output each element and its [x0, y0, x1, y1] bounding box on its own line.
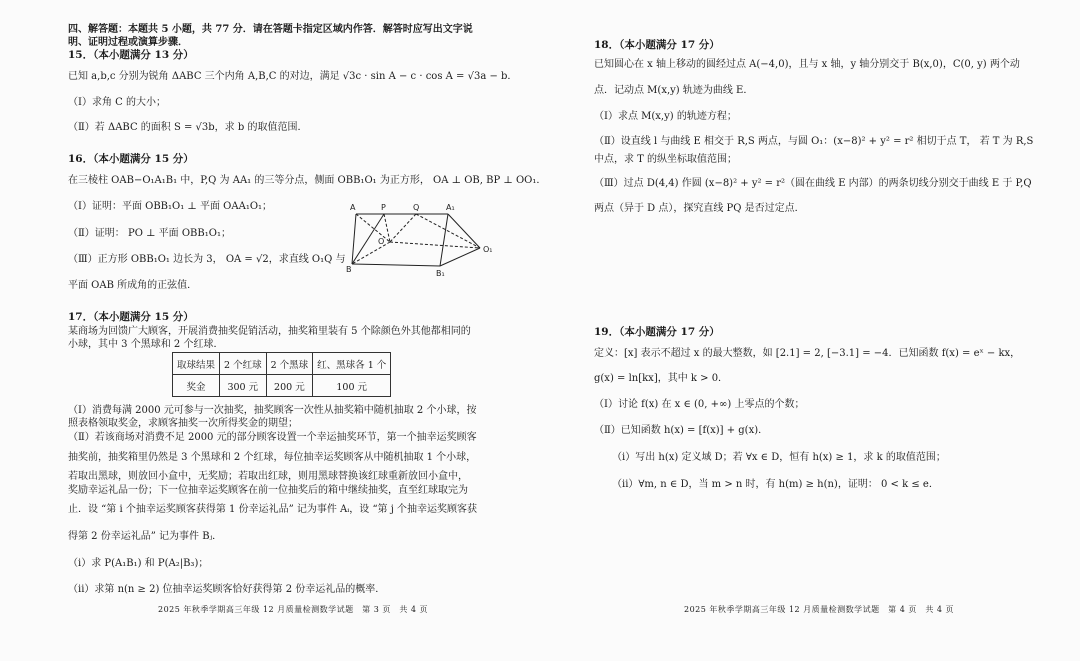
- fig-label-A1: A₁: [446, 203, 455, 212]
- q17-line-6: 抽奖前，抽奖箱里仍然是 3 个黑球和 2 个红球，每位抽幸运奖顾客从中随机抽取 1 个小球，: [68, 452, 477, 463]
- table-cell: 奖金: [173, 375, 220, 397]
- q16-stem: 在三棱柱 OAB−O₁A₁B₁ 中，P,Q 为 AA₁ 的三等分点，侧面 OBB₁O₁ 为正方形， OA ⊥ OB, BP ⊥ OO₁．: [68, 175, 547, 186]
- q19-sub-1: （i）写出 h(x) 定义域 D；若 ∀x ∈ D，恒有 h(x) ≥ 1，求 k 的取值范围；: [612, 452, 946, 463]
- q17-line-10: 得第 2 份幸运礼品” 记为事件 Bⱼ．: [68, 531, 223, 542]
- q17-line-4: 照表格领取奖金，求顾客抽奖一次所得奖金的期望；: [68, 418, 298, 429]
- q19-title: 19．（本小题满分 17 分）: [594, 326, 720, 338]
- table-row: [173, 375, 391, 397]
- prism-figure: [346, 200, 511, 278]
- q17-line-2: 小球，其中 3 个黑球和 2 个红球．: [68, 339, 224, 350]
- fig-label-P: P: [381, 203, 386, 212]
- fig-label-B: B: [346, 265, 352, 274]
- q18-part-2-line-2: 中点，求 T 的纵坐标取值范围；: [594, 154, 738, 165]
- table-cell: 200 元: [266, 375, 313, 397]
- q17-line-9: 止．设 “第 i 个抽幸运奖顾客获得第 1 份幸运礼品” 记为事件 Aᵢ，设 “第 j 个抽幸运奖顾客获: [68, 504, 478, 515]
- q17-sub-2: （ii）求第 n(n ≥ 2) 位抽幸运奖顾客恰好获得第 2 份幸运礼品的概率．: [68, 584, 386, 595]
- prize-table: [172, 352, 391, 397]
- section-heading-line-1: 四、解答题：本题共 5 小题，共 77 分．请在答题卡指定区域内作答．解答时应写出文字说: [68, 24, 473, 35]
- q18-part-1: （Ⅰ）求点 M(x,y) 的轨迹方程；: [594, 111, 737, 122]
- table-row: [173, 353, 391, 375]
- q15-part-2: （Ⅱ）若 ΔABC 的面积 S = √3b，求 b 的取值范围．: [68, 122, 308, 133]
- fig-label-A: A: [350, 203, 356, 212]
- fig-label-O: O: [378, 237, 385, 246]
- q16-title: 16．（本小题满分 15 分）: [68, 153, 194, 165]
- q17-line-3: （Ⅰ）消费每满 2000 元可参与一次抽奖，抽奖顾客一次性从抽奖箱中随机抽取 2 个小球，按: [68, 405, 477, 416]
- table-cell: 红、黑球各 1 个: [313, 353, 391, 375]
- q16-part-1: （Ⅰ）证明：平面 OBB₁O₁ ⊥ 平面 OAA₁O₁；: [68, 201, 273, 212]
- q18-part-3-line-1: （Ⅲ）过点 D(4,4) 作圆 (x−8)² + y² = r²（圆在曲线 E 内部）的两条切线分别交于曲线 E 于 P,Q: [594, 178, 1032, 189]
- q17-line-1: 某商场为回馈广大顾客，开展消费抽奖促销活动，抽奖箱里装有 5 个除颜色外其他都相同的: [68, 326, 471, 337]
- q18-line-1: 已知圆心在 x 轴上移动的圆经过点 A(−4,0)，且与 x 轴，y 轴分别交于 B(x,0)，C(0, y) 两个动: [594, 59, 1020, 70]
- q15-title: 15．（本小题满分 13 分）: [68, 49, 194, 61]
- q17-title: 17．（本小题满分 15 分）: [68, 311, 194, 323]
- fig-label-B1: B₁: [436, 269, 445, 278]
- fig-label-Q: Q: [413, 203, 420, 212]
- footer-page-4: 2025 年秋季学期高三年级 12 月质量检测数学试题 第 4 页 共 4 页: [684, 605, 955, 614]
- fig-label-O1: O₁: [483, 245, 493, 254]
- q18-part-2-line-1: （Ⅱ）设直线 l 与曲线 E 相交于 R,S 两点，与圆 O₁：(x−8)² + y² = r² 相切于点 T， 若 T 为 R,S: [594, 136, 1034, 147]
- footer-page-3: 2025 年秋季学期高三年级 12 月质量检测数学试题 第 3 页 共 4 页: [158, 605, 429, 614]
- q17-sub-1: （i）求 P(A₁B₁) 和 P(A₂|B₃)；: [68, 558, 209, 569]
- q15-stem: 已知 a,b,c 分别为锐角 ΔABC 三个内角 A,B,C 的对边，满足 √3c · sin A − c · cos A = √3a − b．: [68, 71, 518, 82]
- q19-line-2: g(x) = ln[kx]，其中 k > 0．: [594, 373, 729, 384]
- q16-part-3-line-2: 平面 OAB 所成角的正弦值．: [68, 280, 198, 291]
- q18-line-2: 点．记动点 M(x,y) 轨迹为曲线 E．: [594, 85, 754, 96]
- q19-line-1: 定义：[x] 表示不超过 x 的最大整数，如 [2.1] = 2, [−3.1] = −4．已知函数 f(x) = eˣ − kx，: [594, 348, 1021, 359]
- q16-part-2: （Ⅱ）证明： PO ⊥ 平面 OBB₁O₁；: [68, 228, 231, 239]
- table-cell: 300 元: [220, 375, 267, 397]
- q19-part-1: （Ⅰ）讨论 f(x) 在 x ∈ (0, +∞) 上零点的个数；: [594, 399, 805, 410]
- table-cell: 取球结果: [173, 353, 220, 375]
- table-cell: 100 元: [313, 375, 391, 397]
- q17-line-8: 奖励幸运礼品一份；下一位抽幸运奖顾客在前一位抽奖后的箱中继续抽奖，直至红球取完为: [68, 485, 468, 496]
- q16-part-3-line-1: （Ⅲ）正方形 OBB₁O₁ 边长为 3， OA = √2，求直线 O₁Q 与: [68, 254, 346, 265]
- q19-sub-2: （ii）∀m, n ∈ D，当 m > n 时，有 h(m) ≥ h(n)，证明： 0 < k ≤ e．: [612, 479, 939, 490]
- q19-part-2: （Ⅱ）已知函数 h(x) = [f(x)] + g(x)．: [594, 425, 769, 436]
- table-cell: 2 个红球: [220, 353, 267, 375]
- q15-part-1: （Ⅰ）求角 C 的大小；: [68, 97, 166, 108]
- table-cell: 2 个黑球: [266, 353, 313, 375]
- q18-title: 18．（本小题满分 17 分）: [594, 39, 720, 51]
- section-heading-line-2: 明、证明过程或演算步骤．: [68, 37, 188, 48]
- q17-line-7: 若取出黑球，则放回小盒中，无奖励；若取出红球，则用黑球替换该红球重新放回小盒中，: [68, 471, 468, 482]
- q17-line-5: （Ⅱ）若该商场对消费不足 2000 元的部分顾客设置一个幸运抽奖环节，第一个抽幸运奖顾客: [68, 432, 477, 443]
- q18-part-3-line-2: 两点（异于 D 点），探究直线 PQ 是否过定点．: [594, 203, 805, 214]
